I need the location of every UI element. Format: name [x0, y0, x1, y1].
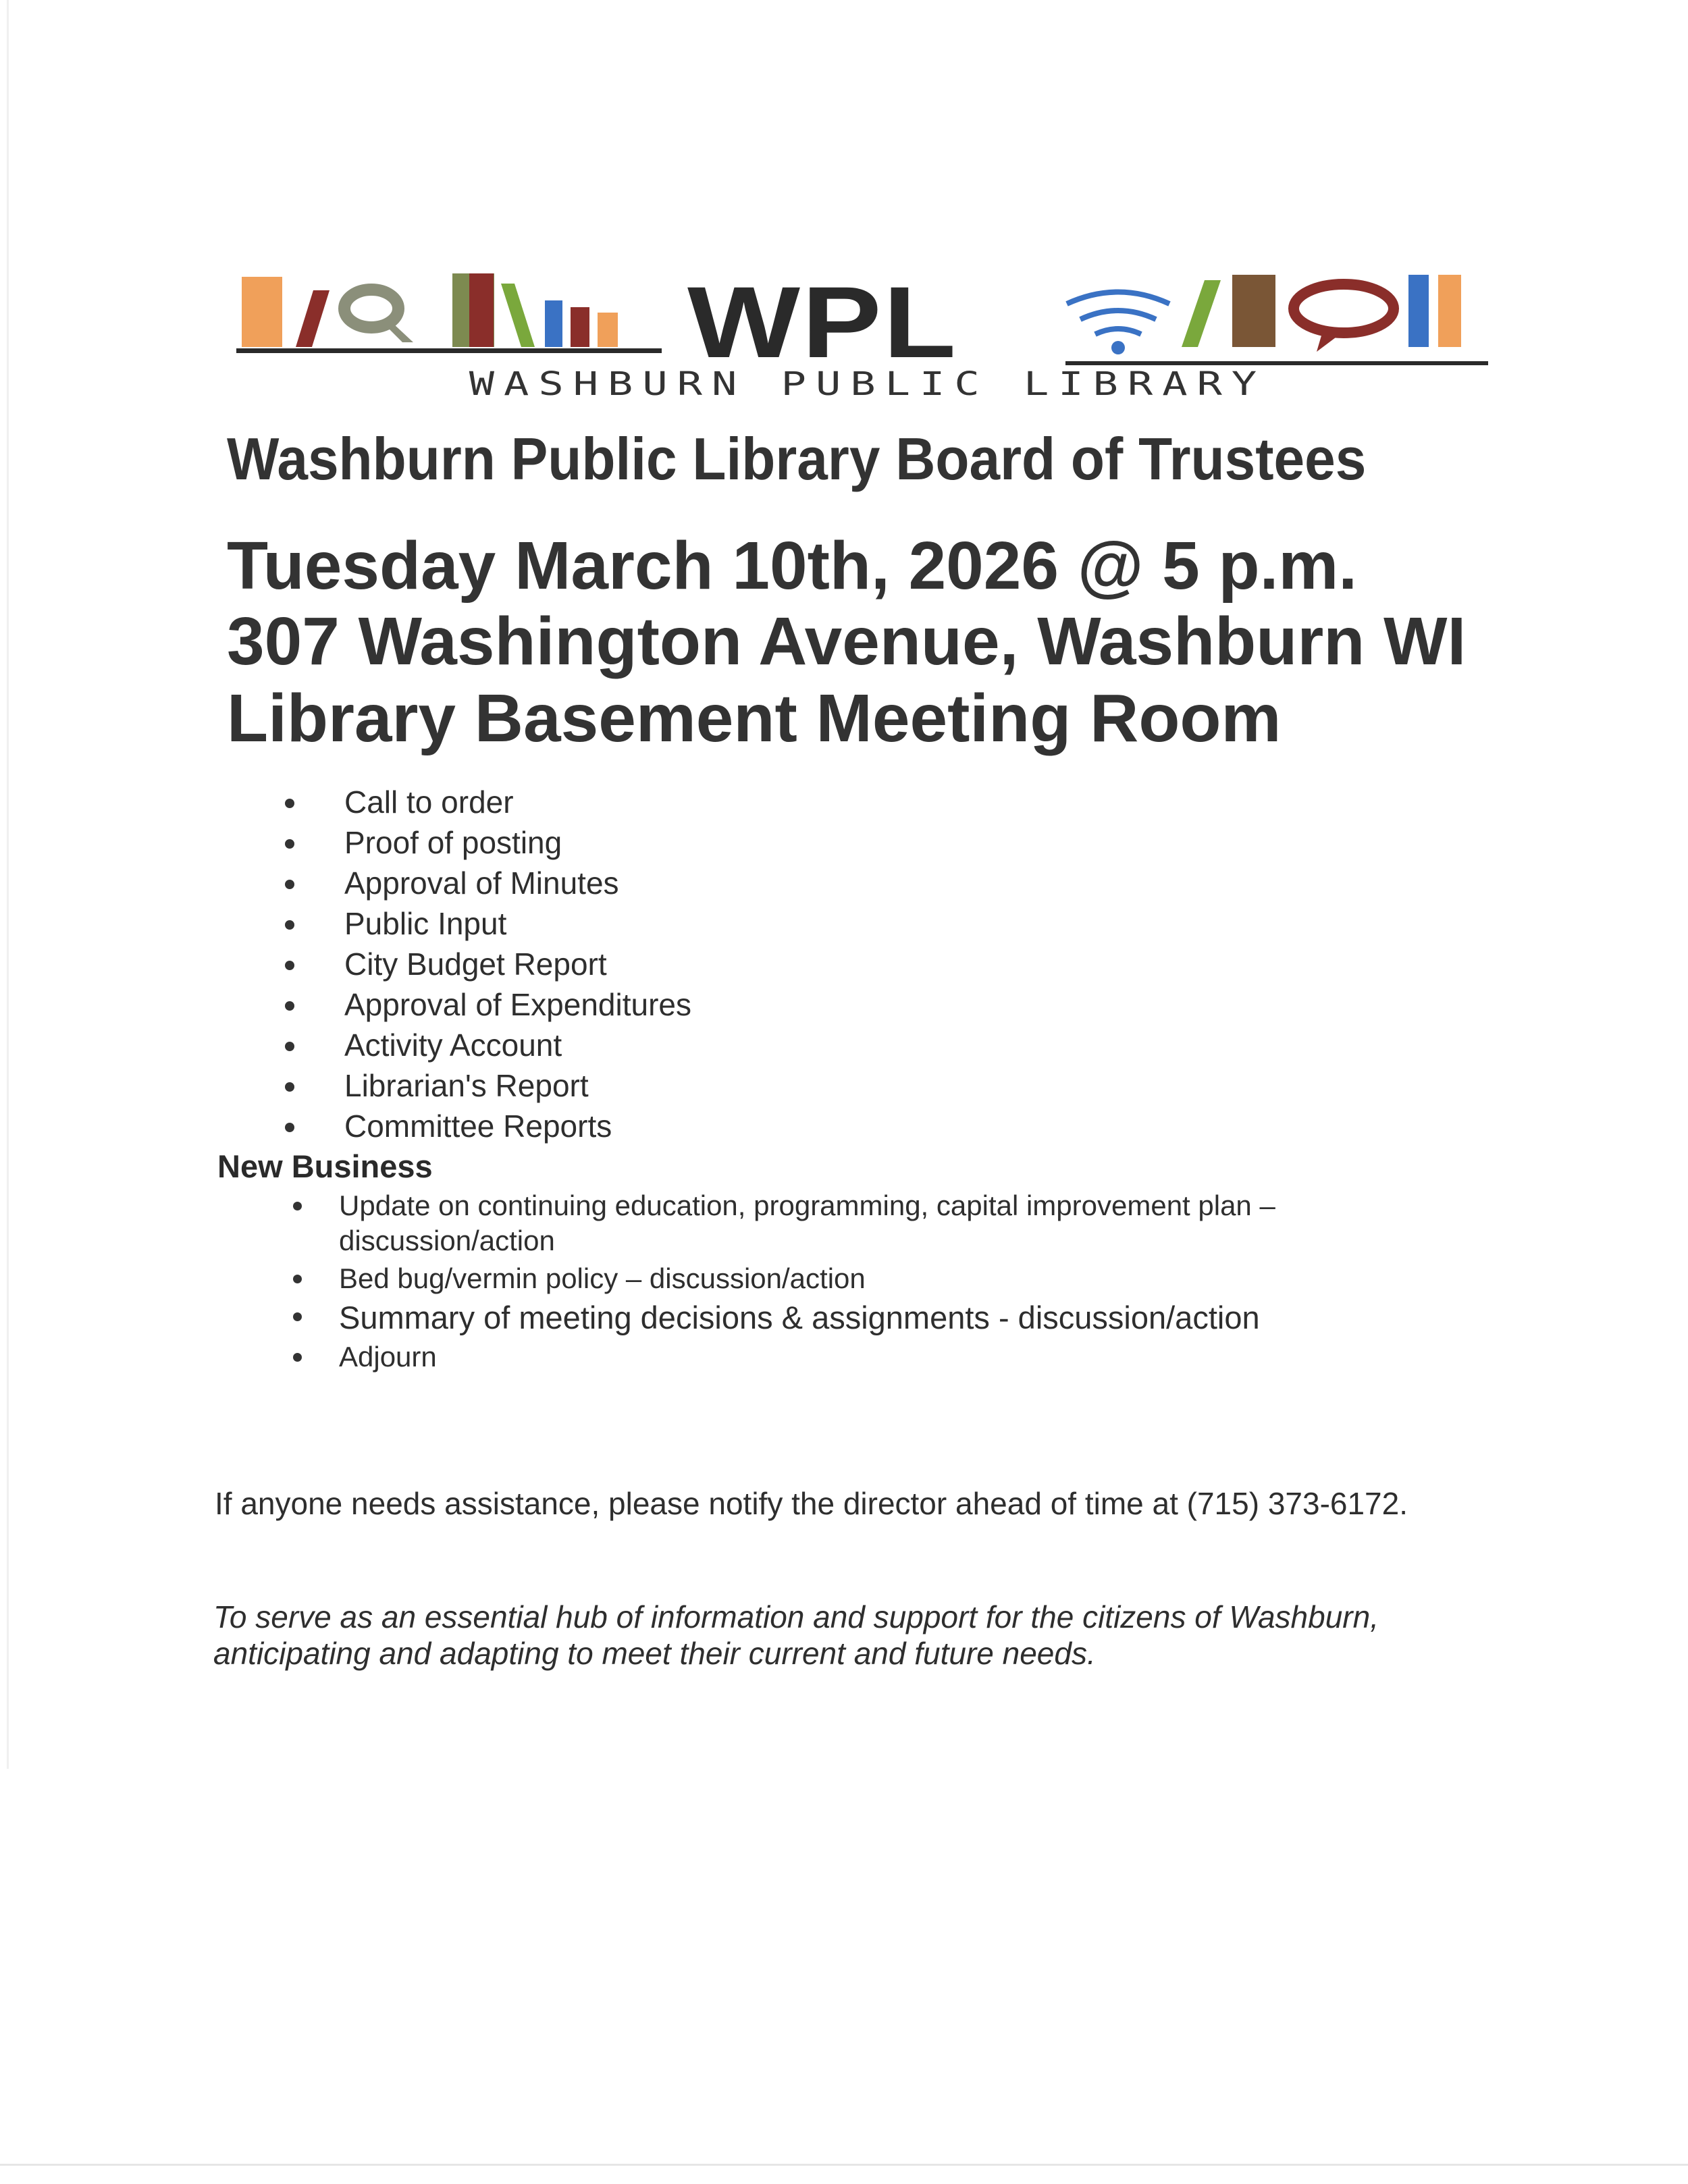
bullet-icon [285, 839, 294, 849]
logo-book-slanted-green-right [1182, 280, 1221, 347]
speech-bubble-icon [1294, 284, 1394, 352]
bullet-icon [285, 1042, 294, 1051]
agenda-item-label: Committee Reports [344, 1109, 612, 1144]
bullet-icon [293, 1312, 302, 1321]
agenda-item-label: Approval of Minutes [344, 865, 619, 901]
agenda-item [284, 782, 691, 822]
logo-wordmark: WPL [687, 265, 958, 379]
logo-book-brown [1232, 275, 1275, 347]
logo-book-slanted-red [296, 290, 329, 347]
new-business-item [290, 1188, 1392, 1258]
logo-book-orange-small [598, 313, 618, 347]
meeting-room: Library Basement Meeting Room [227, 681, 1282, 756]
logo-book-blue [545, 300, 562, 347]
mission-statement: To serve as an essential hub of information and support for the citizens of Washburn, anticipating and adapting to meet their current and future needs. [213, 1599, 1379, 1671]
agenda-item [284, 1065, 691, 1106]
agenda-item [284, 1025, 691, 1065]
new-business-item [290, 1261, 1392, 1296]
agenda-item-label: Public Input [344, 906, 507, 941]
agenda-item [284, 984, 691, 1025]
agenda-item-label: Approval of Expenditures [344, 987, 691, 1022]
agenda-item-label: Proof of posting [344, 825, 562, 860]
scan-edge-bottom [0, 2164, 1688, 2166]
logo-subtitle: WASHBURN PUBLIC LIBRARY [469, 365, 1267, 403]
bullet-icon [285, 1123, 294, 1132]
new-business-item-label: Summary of meeting decisions & assignments - discussion/action [339, 1300, 1260, 1335]
bullet-icon [285, 1001, 294, 1011]
assistance-note: If anyone needs assistance, please notify the director ahead of time at (715) 373-6172. [215, 1486, 1408, 1521]
agenda-item [284, 822, 691, 863]
magnifier-handle [384, 323, 413, 342]
bullet-icon [285, 799, 294, 808]
new-business-item [290, 1299, 1392, 1337]
agenda-list [284, 782, 691, 1146]
agenda-item [284, 863, 691, 903]
bullet-icon [293, 1275, 302, 1283]
meeting-date-time: Tuesday March 10th, 2026 @ 5 p.m. [227, 528, 1358, 604]
bullet-icon [293, 1202, 302, 1210]
new-business-list [290, 1188, 1392, 1377]
agenda-item-label: Librarian's Report [344, 1068, 589, 1103]
agenda-item-label: Call to order [344, 784, 514, 820]
agenda-item [284, 903, 691, 944]
logo-book-blue-right [1408, 275, 1429, 347]
agenda-item-label: Activity Account [344, 1028, 562, 1063]
bullet-icon [285, 961, 294, 970]
agenda-item-label: City Budget Report [344, 947, 607, 982]
board-title: Washburn Public Library Board of Trustees [227, 426, 1367, 493]
bullet-icon [285, 1082, 294, 1092]
new-business-item-label: Bed bug/vermin policy – discussion/action [339, 1262, 866, 1294]
magnifier-icon [344, 290, 398, 327]
new-business-heading: New Business [217, 1148, 433, 1184]
bullet-icon [285, 880, 294, 889]
logo-book-red [571, 307, 589, 347]
bullet-icon [293, 1353, 302, 1362]
new-business-item [290, 1339, 1392, 1375]
logo-baseline-left [236, 348, 662, 353]
bullet-icon [285, 920, 294, 930]
new-business-item-label: Adjourn [339, 1341, 437, 1373]
new-business-item-label: Update on continuing education, programming, capital improvement plan – discussion/action [339, 1190, 1275, 1256]
wifi-icon [1067, 292, 1169, 335]
logo-book-slanted-green [501, 284, 535, 347]
scan-edge-left [7, 0, 9, 1769]
logo-book-orange-right [1438, 275, 1461, 347]
meeting-address: 307 Washington Avenue, Washburn WI [227, 604, 1467, 679]
logo-book-orange [242, 277, 282, 347]
agenda-item [284, 1106, 691, 1146]
agenda-item [284, 944, 691, 984]
